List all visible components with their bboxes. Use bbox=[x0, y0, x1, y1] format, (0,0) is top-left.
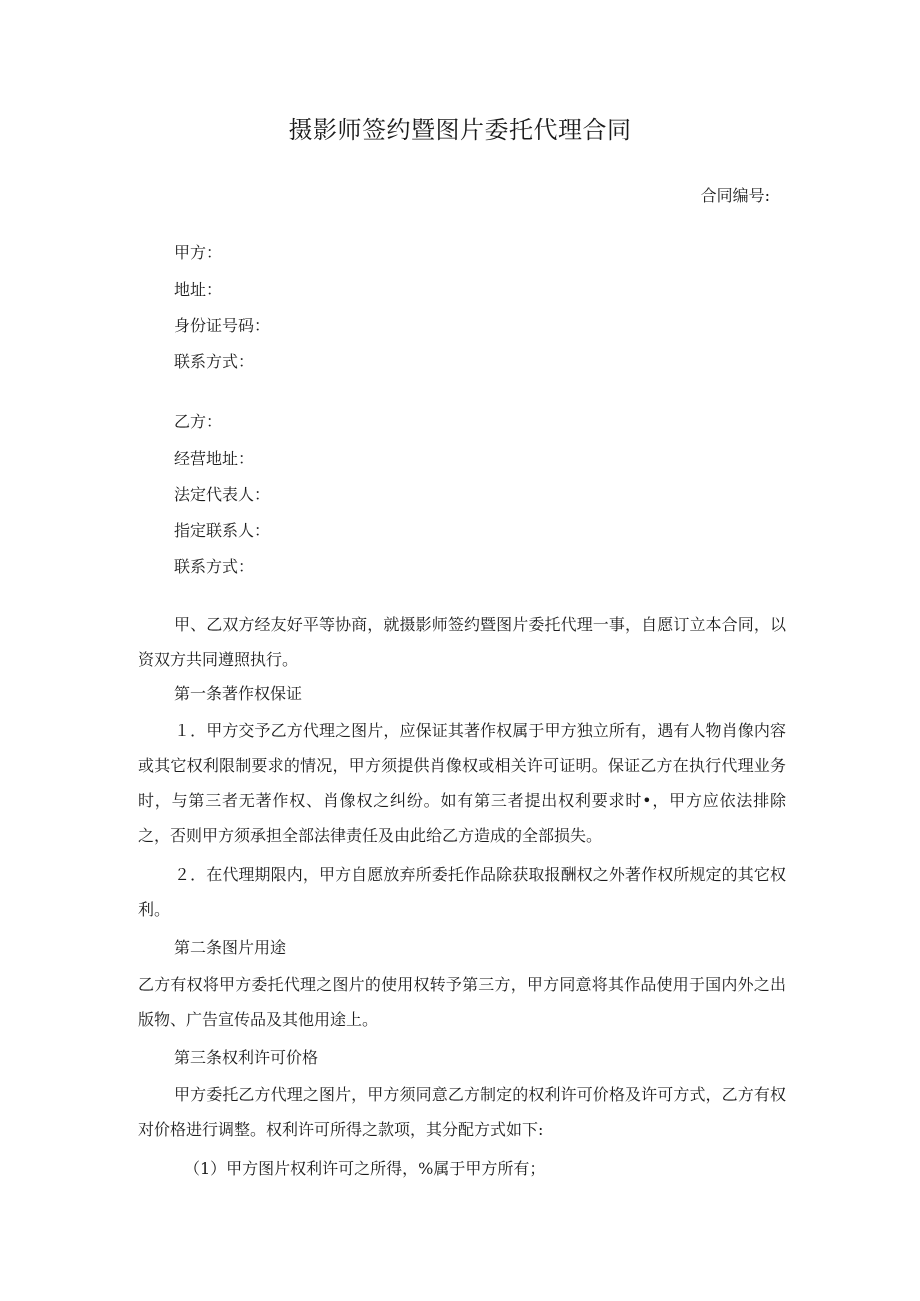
party-a-name-label: 甲方： bbox=[174, 243, 223, 262]
party-b-name-label: 乙方： bbox=[174, 412, 223, 431]
article-3-text: 甲方委托乙方代理之图片，甲方须同意乙方制定的权利许可价格及许可方式，乙方有权对价格进行调整。权利许可所得之款项，其分配方式如下: bbox=[138, 1085, 786, 1139]
article-3-item-1: （1）甲方图片权利许可之所得，%属于甲方所有； bbox=[184, 1159, 546, 1178]
party-b-legal-rep-label: 法定代表人： bbox=[174, 485, 271, 504]
party-b-contact-label: 联系方式： bbox=[174, 557, 255, 576]
contract-number-label: 合同编号: bbox=[700, 186, 770, 205]
article-2-heading: 第二条图片用途 bbox=[174, 938, 287, 957]
article-2-text: 乙方有权将甲方委托代理之图片的使用权转予第三方，甲方同意将其作品使用于国内外之出版物、广告宣传品及其他用途上。 bbox=[138, 975, 786, 1029]
article-1-clause-2: ２．在代理期限内，甲方自愿放弃所委托作品除获取报酬权之外著作权所规定的其它权利。 bbox=[138, 865, 786, 919]
article-1-clause-1: １．甲方交予乙方代理之图片，应保证其著作权属于甲方独立所有，遇有人物肖像内容或其它权利限制要求的情况，甲方须提供肖像权或相关许可证明。保证乙方在执行代理业务时，与第三者无著作权、肖像权之纠纷。如有第三者提出权利要求时•，甲方应依法排除之，否则甲方须承担全部法律责任及由此给乙方造成的全部损失。 bbox=[138, 721, 786, 845]
party-a-id-label: 身份证号码： bbox=[174, 316, 271, 335]
article-3-heading: 第三条权利许可价格 bbox=[174, 1048, 319, 1067]
article-1-heading: 第一条著作权保证 bbox=[174, 684, 303, 703]
party-a-address-label: 地址： bbox=[174, 280, 223, 299]
document-title: 摄影师签约暨图片委托代理合同 bbox=[288, 116, 632, 144]
intro-paragraph: 甲、乙双方经友好平等协商，就摄影师签约暨图片委托代理一事，自愿订立本合同，以资双方共同遵照执行。 bbox=[138, 615, 786, 669]
party-a-contact-label: 联系方式： bbox=[174, 352, 255, 371]
party-b-address-label: 经营地址： bbox=[174, 449, 255, 468]
party-b-designated-contact-label: 指定联系人： bbox=[174, 521, 271, 540]
